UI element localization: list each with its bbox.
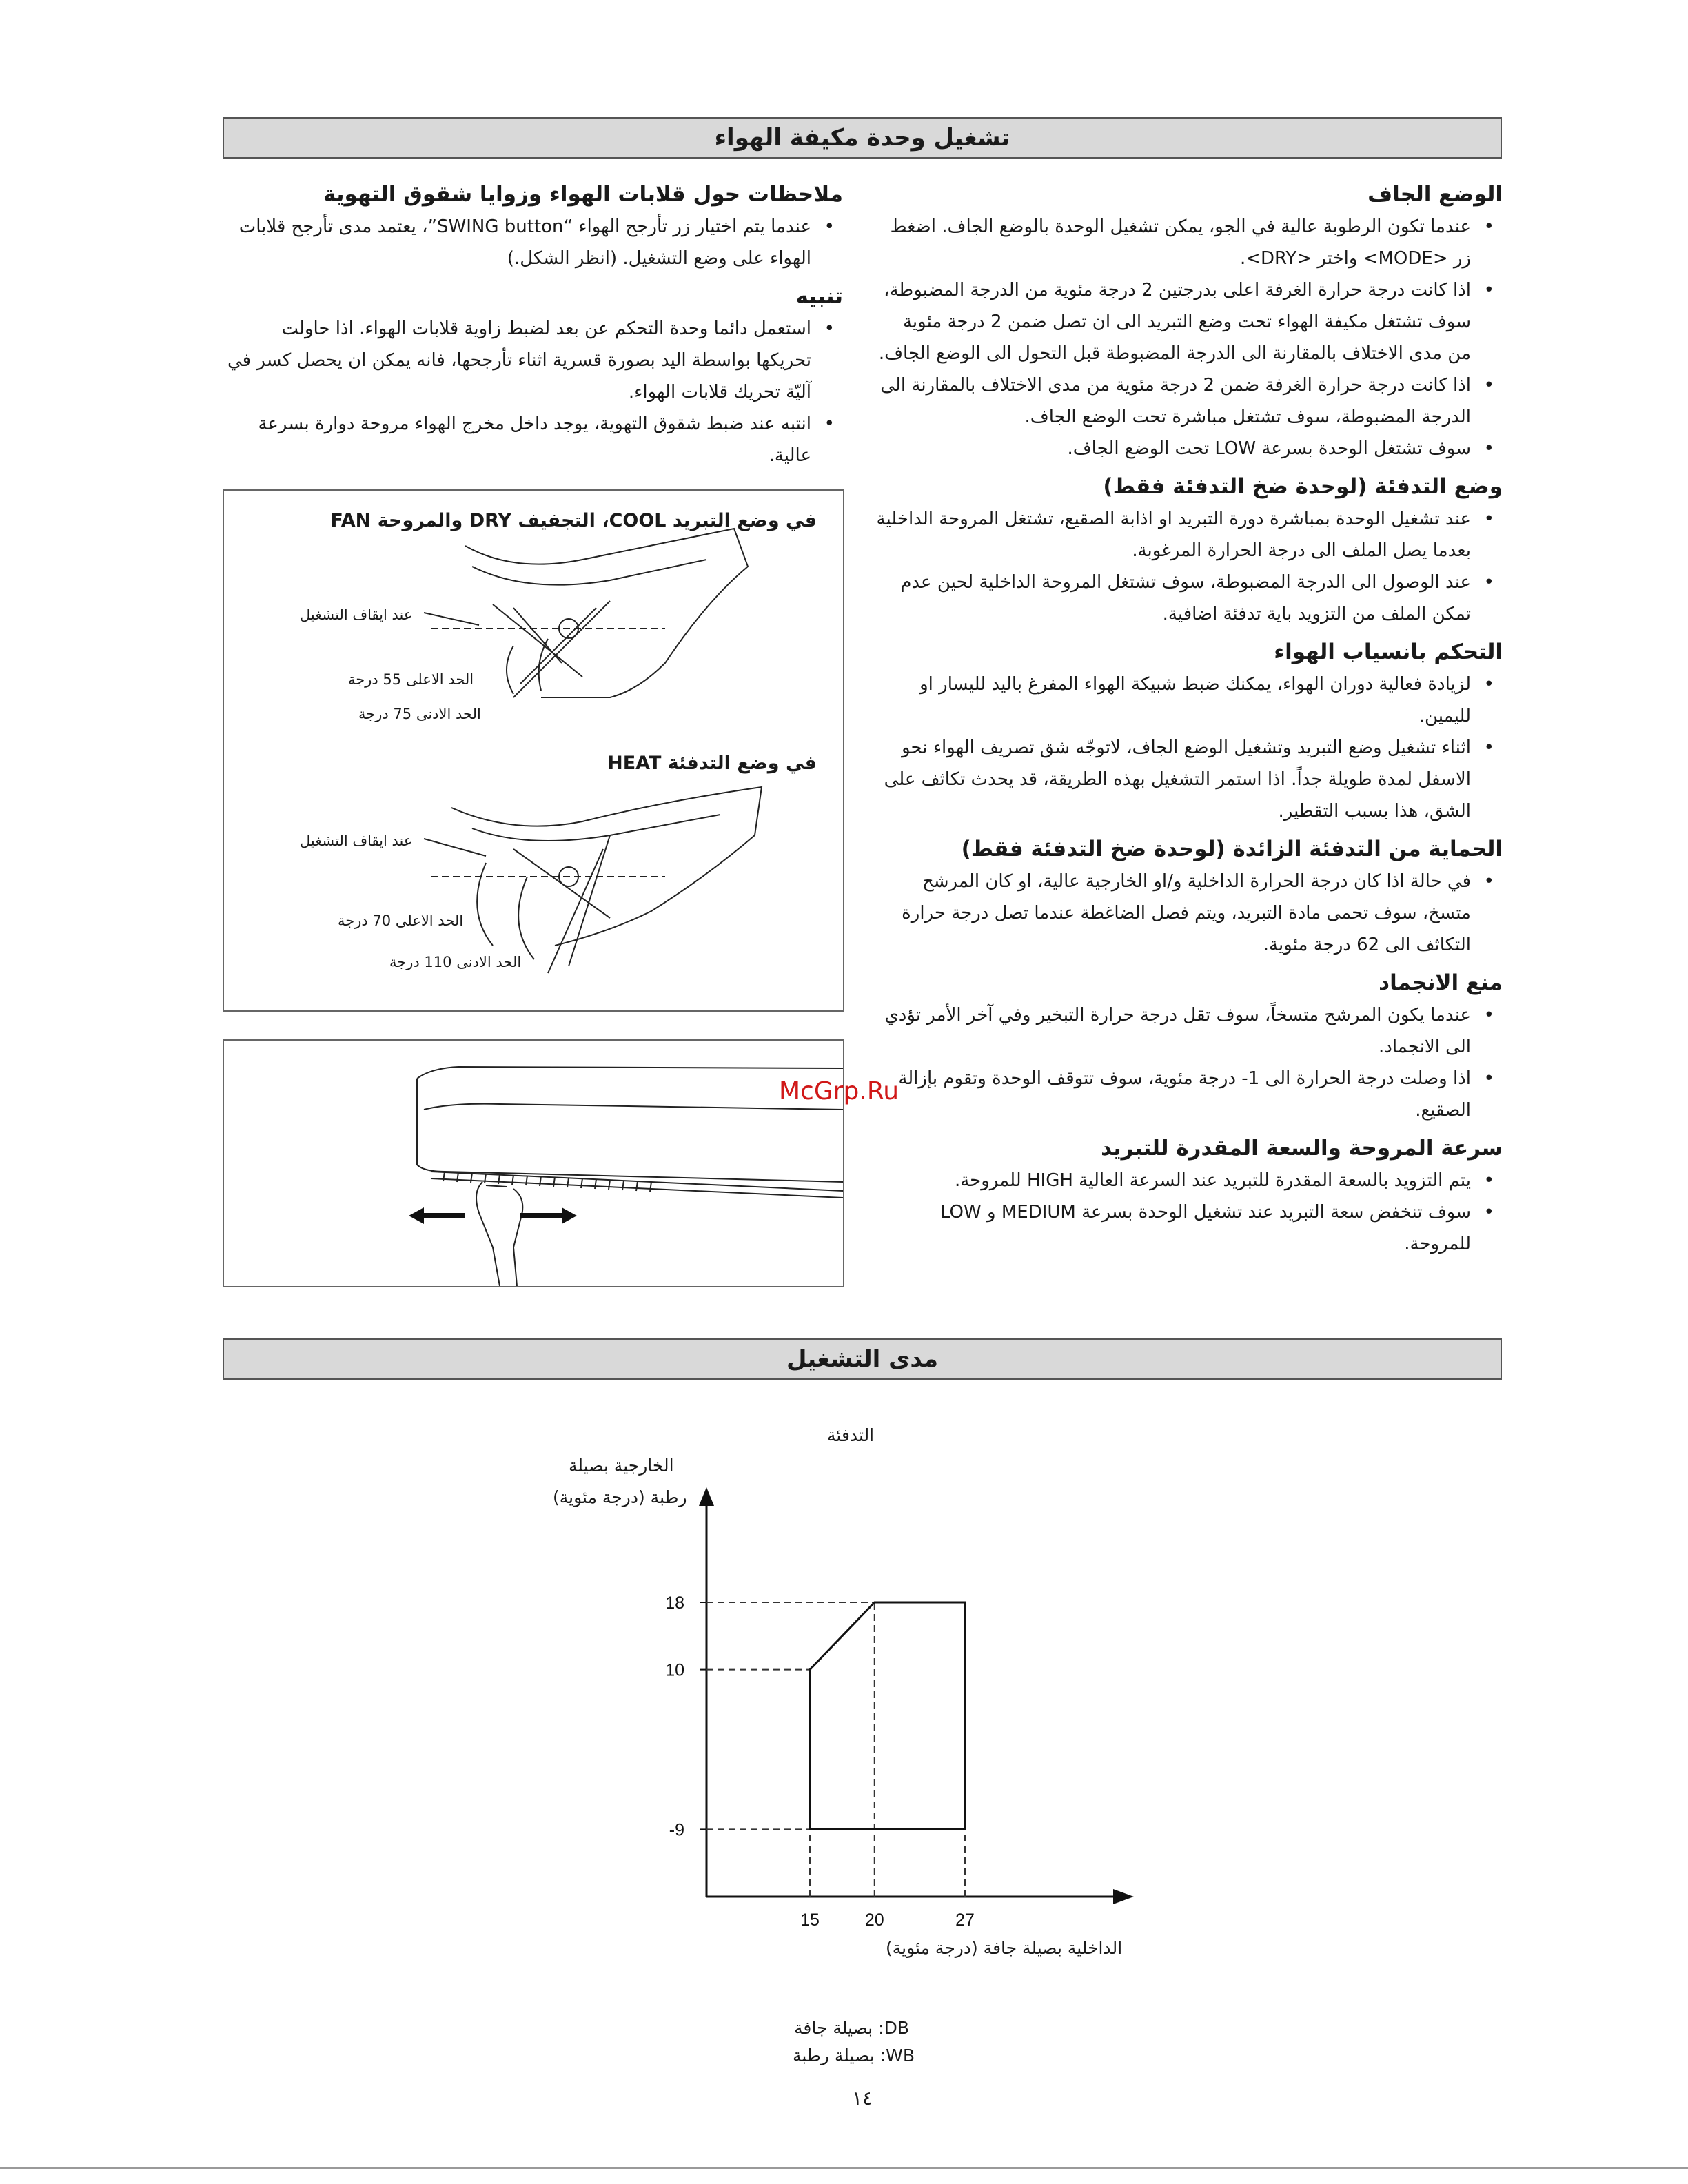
list-item: • اذا وصلت درجة الحرارة الى 1- درجة مئوية، سوف تتوقف الوحدة وتقوم بإزالة الصقيع. — [875, 1063, 1471, 1126]
figure-heat-title: في وضع التدفئة HEAT — [607, 753, 817, 774]
x-tick-label: 15 — [800, 1910, 820, 1930]
list-item: • عندما تكون الرطوبة عالية في الجو، يمكن تشغيل الوحدة بالوضع الجاف. اضغط زر <MODE> واختر <DRY>. — [875, 211, 1471, 274]
section-title-text: مدى التشغيل — [786, 1345, 939, 1373]
y-axis-label-line1: الخارجية بصيلة — [569, 1456, 674, 1476]
figure-cool-title: في وضع التبريد COOL، التجفيف DRY والمروحة FAN — [330, 510, 817, 531]
page-number: ١٤ — [852, 2087, 873, 2110]
watermark: McGrp.Ru — [779, 1077, 899, 1105]
airflow-heading: التحكم بانسياب الهواء — [1274, 640, 1503, 664]
caution-heading: تنبيه — [795, 284, 843, 309]
operating-region — [810, 1602, 965, 1829]
list-item: • لزيادة فعالية دوران الهواء، يمكنك ضبط شبيكة الهواء المفرغ باليد لليسار او لليمين. — [875, 669, 1471, 732]
y-tick-label: 18 — [665, 1593, 684, 1613]
footer-divider — [0, 2167, 1688, 2169]
section-title-text: تشغيل وحدة مكيفة الهواء — [714, 124, 1010, 152]
list-item: • سوف تشتغل الوحدة بسرعة LOW تحت الوضع الجاف. — [875, 433, 1471, 465]
cool-max-label: الحد الاعلى 55 درجة — [348, 671, 474, 688]
freeze-heading: منع الانجماد — [1379, 970, 1503, 995]
list-item: • يتم التزويد بالسعة المقدرة للتبريد عند السرعة العالية HIGH للمروحة. — [875, 1165, 1471, 1196]
list-item: • استعمل دائما وحدة التحكم عن بعد لضبط زاوية قلابات الهواء. اذا حاولت تحريكها بواسطة اليد بصورة قسرية اثناء تأرجحها، فانه يمكن ان يحصل كسر في آليّة تحريك قلابات الهواء. — [223, 313, 811, 408]
legend-wb: WB: بصيلة رطبة — [793, 2045, 915, 2065]
louver-notes-heading: ملاحظات حول قلابات الهواء وزوايا شقوق التهوية — [323, 182, 843, 207]
list-item: • انتبه عند ضبط شقوق التهوية، يوجد داخل مخرج الهواء مروحة دوارة بسرعة عالية. — [223, 408, 811, 471]
x-tick-label: 20 — [864, 1910, 884, 1930]
chart-title: التدفئة — [827, 1425, 875, 1445]
y-axis-label-line2: رطبة (درجة مئوية) — [553, 1487, 687, 1507]
heat-max-label: الحد الاعلى 70 درجة — [338, 912, 464, 929]
heat-min-label: الحد الادنى 110 درجة — [389, 954, 522, 970]
list-item: • في حالة اذا كان درجة الحرارة الداخلية و/او الخارجية عالية، او كان المرشح متسخ، سوف تحمى مادة التبريد، ويتم فصل الضاغطة عندما تصل درجة حرارة التكاثف الى 62 درجة مئوية. — [875, 866, 1471, 961]
overheat-heading: الحماية من التدفئة الزائدة (لوحدة ضخ التدفئة فقط) — [961, 837, 1503, 861]
cool-min-label: الحد الادنى 75 درجة — [358, 706, 481, 722]
list-item: • عندما يكون المرشح متسخاً، سوف تقل درجة حرارة التبخير وفي آخر الأمر تؤدي الى الانجماد. — [875, 999, 1471, 1063]
fan-speed-heading: سرعة المروحة والسعة المقدرة للتبريد — [1101, 1136, 1503, 1161]
heat-stop-label: عند ايقاف التشغيل — [300, 833, 413, 849]
dry-mode-heading: الوضع الجاف — [1367, 182, 1503, 207]
y-axis-arrow — [699, 1487, 714, 1506]
list-item: • اثناء تشغيل وضع التبريد وتشغيل الوضع الجاف، لاتوجّه شق تصريف الهواء نحو الاسفل لمدة طويلة جداً. اذا استمر التشغيل بهذه الطريقة، قد يحدث تكاثف على الشق، هذا بسبب التقطير. — [875, 732, 1471, 827]
list-item: • عند تشغيل الوحدة بمباشرة دورة التبريد او اذابة الصقيع، تشتغل المروحة الداخلية بعدما يصل الملف الى درجة الحرارة المرغوبة. — [875, 503, 1471, 567]
x-tick-label: 27 — [955, 1910, 975, 1930]
y-tick-label: 10 — [665, 1660, 684, 1680]
y-tick-label: -9 — [669, 1820, 684, 1840]
list-item: • عندما يتم اختيار زر تأرجح الهواء “SWING button”، يعتمد مدى تأرجح قلابات الهواء على وضع التشغيل. (انظر الشكل.) — [223, 211, 811, 274]
list-item: • سوف تنخفض سعة التبريد عند تشغيل الوحدة بسرعة MEDIUM و LOW للمروحة. — [875, 1196, 1471, 1260]
heat-mode-heading: وضع التدفئة (لوحدة ضخ التدفئة فقط) — [1103, 474, 1503, 499]
legend-db: DB: بصيلة جافة — [794, 2018, 910, 2038]
list-item: • اذا كانت درجة حرارة الغرفة ضمن 2 درجة مئوية من مدى الاختلاف بالمقارنة الى الدرجة المضبوطة، سوف تشتغل مباشرة تحت الوضع الجاف. — [875, 369, 1471, 433]
list-item: • اذا كانت درجة حرارة الغرفة اعلى بدرجتين 2 درجة مئوية من الدرجة المضبوطة، سوف تشتغل مكيفة الهواء تحت وضع التبريد الى ان تصل ضمن 2 درجة مئوية من مدى الاختلاف بالمقارنة الى الدرجة المضبوطة قبل التحول الى الوضع الجاف. — [875, 274, 1471, 369]
x-axis-arrow — [1113, 1889, 1134, 1904]
list-item: • عند الوصول الى الدرجة المضبوطة، سوف تشتغل المروحة الداخلية لحين عدم تمكن الملف من التزويد باية تدفئة اضافية. — [875, 567, 1471, 630]
x-axis-label: الداخلية بصيلة جافة (درجة مئوية) — [886, 1938, 1123, 1958]
cool-stop-label: عند ايقاف التشغيل — [300, 606, 413, 623]
